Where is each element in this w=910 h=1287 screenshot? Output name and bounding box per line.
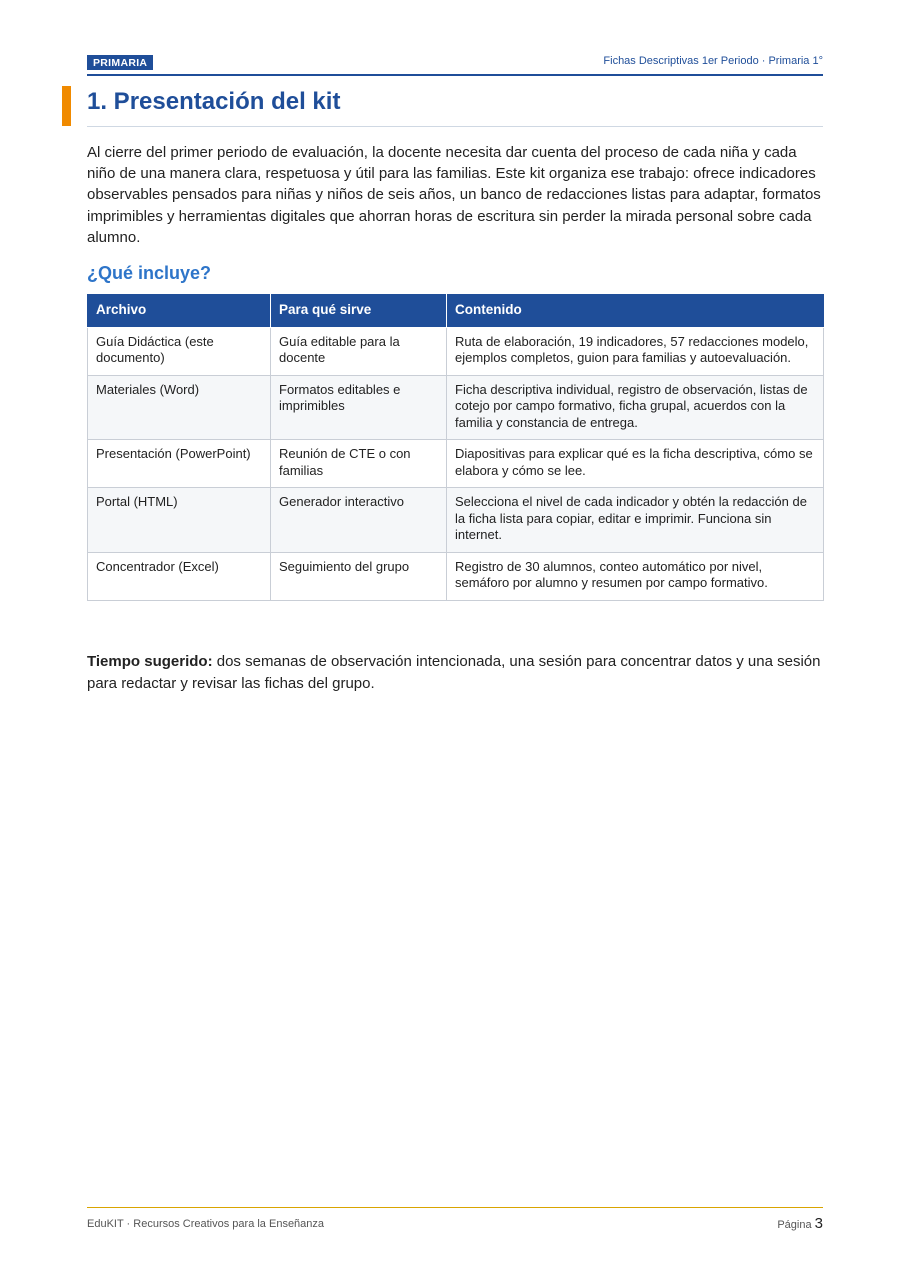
suggested-time-text: dos semanas de observación intencionada, una sesión para concentrar datos y una sesión para redactar y revisar las fichas del grupo. [87,653,821,692]
table-row [88,375,824,440]
section-title-block [87,86,823,127]
page-header [87,52,823,76]
table-cell: Presentación (PowerPoint) [88,440,271,488]
table-cell: Ruta de elaboración, 19 indicadores, 57 redacciones modelo, ejemplos completos, guion para familias y autoevaluación. [447,327,824,375]
column-header-archivo: Archivo [88,295,271,328]
page-number: 3 [814,1215,823,1232]
page-indicator [777,1215,823,1232]
intro-paragraph: Al cierre del primer periodo de evaluación, la docente necesita dar cuenta del proceso de cada niña y cada niño de una manera clara, respetuosa y útil para las familias. Este kit organiza ese trabajo: ofrece indicadores observables pensados para niñas y niños de seis años, un banco de redacciones listas para adaptar, formatos imprimibles y herramientas digitales que ahorran horas de escritura sin perder la mirada personal sobre cada alumno. [87,144,821,246]
kit-contents-table [87,294,824,601]
table-cell: Seguimiento del grupo [271,552,447,600]
table-row [88,327,824,375]
column-header-para-que-sirve: Para qué sirve [271,295,447,328]
section-title: 1. Presentación del kit [87,88,341,115]
table-cell: Concentrador (Excel) [88,552,271,600]
table-cell: Diapositivas para explicar qué es la ficha descriptiva, cómo se elabora y cómo se lee. [447,440,824,488]
table-cell: Generador interactivo [271,488,447,553]
suggested-time-label: Tiempo sugerido: [87,653,213,670]
level-badge: PRIMARIA [87,55,153,70]
includes-subtitle: ¿Qué incluye? [87,263,212,283]
page-label: Página [777,1219,815,1231]
table-cell: Ficha descriptiva individual, registro de observación, listas de cotejo por campo formativo, ficha grupal, acuerdos con la familia y constancia de entrega. [447,375,824,440]
table-cell: Selecciona el nivel de cada indicador y obtén la redacción de la ficha lista para copiar, editar e imprimir. Funciona sin internet. [447,488,824,553]
table-cell: Portal (HTML) [88,488,271,553]
table-cell: Reunión de CTE o con familias [271,440,447,488]
table-header-row [88,295,824,328]
table-row [88,488,824,553]
table-row [88,552,824,600]
column-header-contenido: Contenido [447,295,824,328]
table-cell: Formatos editables e imprimibles [271,375,447,440]
table-cell: Guía editable para la docente [271,327,447,375]
suggested-time-paragraph [87,651,823,694]
table-cell: Guía Didáctica (este documento) [88,327,271,375]
table-cell: Materiales (Word) [88,375,271,440]
footer-credit: EduKIT · Recursos Creativos para la Enseñanza [87,1218,325,1230]
running-title: Fichas Descriptivas 1er Periodo · Primaria 1° [603,55,823,67]
table-row [88,440,824,488]
table-cell: Registro de 30 alumnos, conteo automático por nivel, semáforo por alumno y resumen por campo formativo. [447,552,824,600]
title-accent-bar [62,86,71,126]
page-footer [87,1207,823,1238]
